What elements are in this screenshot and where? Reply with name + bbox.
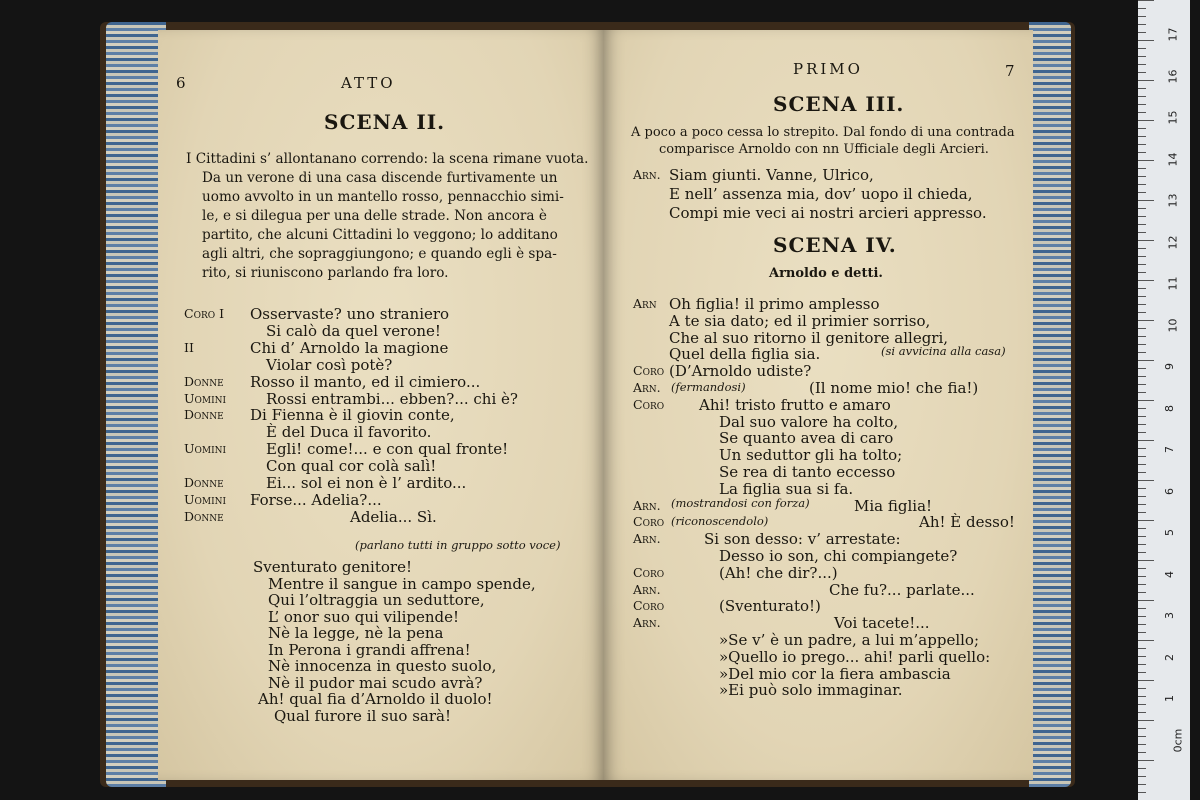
verse-line: Ah! È desso! bbox=[919, 513, 1015, 532]
ruler-tick bbox=[1138, 168, 1146, 169]
speaker-label: Donne bbox=[184, 407, 224, 423]
scene-title-iv: SCENA IV. bbox=[773, 233, 897, 257]
chorus-line: Ah! qual fia d’Arnoldo il duolo! bbox=[258, 690, 493, 708]
ruler-tick bbox=[1138, 456, 1146, 457]
ruler-tick bbox=[1138, 56, 1146, 57]
right-page bbox=[603, 30, 1033, 780]
ruler-tick bbox=[1138, 360, 1154, 361]
stage-direction-line: comparisce Arnoldo con nn Ufficiale degli Arcieri. bbox=[659, 142, 989, 157]
right-page-edges bbox=[1029, 22, 1071, 787]
ruler-tick bbox=[1138, 8, 1146, 9]
verse-line: (Ah! che dir?...) bbox=[719, 563, 838, 582]
ruler-number: 15 bbox=[1166, 110, 1180, 125]
ruler-tick bbox=[1138, 128, 1146, 129]
verse-line: »Ei può solo immaginar. bbox=[719, 681, 903, 700]
ruler-tick bbox=[1138, 104, 1146, 105]
page-number: 6 bbox=[176, 74, 186, 92]
ruler-tick bbox=[1138, 472, 1146, 473]
scene-title-iii: SCENA III. bbox=[773, 92, 905, 116]
ruler-tick bbox=[1138, 608, 1146, 609]
ruler-tick bbox=[1138, 216, 1146, 217]
speaker-label: Uomini bbox=[184, 441, 227, 457]
ruler-tick bbox=[1138, 768, 1146, 769]
left-page bbox=[158, 30, 604, 780]
direction-forceful: (mostrandosi con forza) bbox=[671, 496, 810, 510]
verse-line: Rosso il manto, ed il cimiero... bbox=[250, 372, 481, 391]
ruler-tick bbox=[1138, 88, 1146, 89]
ruler-tick bbox=[1138, 728, 1146, 729]
ruler-tick bbox=[1138, 664, 1146, 665]
speaker-label: Coro bbox=[633, 514, 665, 530]
ruler-number: 17 bbox=[1166, 27, 1180, 42]
ruler-tick bbox=[1138, 320, 1154, 321]
ruler-tick bbox=[1138, 256, 1146, 257]
ruler-tick bbox=[1138, 328, 1146, 329]
ruler-tick bbox=[1138, 624, 1146, 625]
verse-line: Violar così potè? bbox=[266, 355, 393, 374]
ruler-tick bbox=[1138, 448, 1146, 449]
stage-direction-line: partito, che alcuni Cittadini lo veggono; lo additano bbox=[202, 227, 558, 243]
ruler-number: 10 bbox=[1166, 318, 1180, 332]
ruler-tick bbox=[1138, 80, 1154, 81]
verse-line: La figlia sua si fa. bbox=[719, 479, 854, 498]
ruler-tick bbox=[1138, 440, 1154, 441]
verse-line: Quel della figlia sia. bbox=[669, 345, 821, 364]
chorus-line: Nè la legge, nè la pena bbox=[268, 624, 444, 642]
ruler-tick bbox=[1138, 704, 1146, 705]
ruler-number: 3 bbox=[1163, 612, 1176, 619]
verse-line: Mia figlia! bbox=[854, 496, 933, 515]
ruler-tick bbox=[1138, 136, 1146, 137]
speaker-label: Coro bbox=[633, 598, 665, 614]
ruler-tick bbox=[1138, 792, 1146, 793]
ruler-number: 7 bbox=[1163, 446, 1176, 453]
ruler-tick bbox=[1138, 352, 1146, 353]
stage-direction-line: rito, si riuniscono parlando fra loro. bbox=[202, 265, 449, 281]
ruler-number: 6 bbox=[1163, 487, 1176, 495]
ruler-tick bbox=[1138, 712, 1146, 713]
ruler-tick bbox=[1138, 72, 1146, 73]
ruler-tick bbox=[1138, 480, 1154, 481]
stage-direction-line: I Cittadini s’ allontanano correndo: la scena rimane vuota. bbox=[186, 151, 589, 167]
speaker-label: Coro I bbox=[184, 306, 225, 321]
chorus-line: Nè il pudor mai scudo avrà? bbox=[268, 673, 483, 692]
speaker-label: Arn. bbox=[633, 380, 661, 395]
verse-line: Siam giunti. Vanne, Ulrico, bbox=[669, 166, 874, 184]
ruler-tick bbox=[1138, 272, 1146, 273]
verse-line: (D’Arnoldo udiste? bbox=[669, 362, 812, 381]
ruler-tick bbox=[1138, 344, 1146, 345]
speaker-label: Arn. bbox=[633, 615, 661, 631]
stage-direction-line: uomo avvolto in un mantello rosso, pennacchio simi- bbox=[202, 189, 564, 205]
ruler-tick bbox=[1138, 648, 1146, 649]
ruler-tick bbox=[1138, 568, 1146, 569]
ruler-tick bbox=[1138, 296, 1146, 297]
ruler-tick bbox=[1138, 120, 1154, 121]
speaker-label: Coro bbox=[633, 396, 665, 412]
verse-line: Si calò da quel verone! bbox=[266, 321, 441, 340]
ruler-tick bbox=[1138, 144, 1146, 145]
ruler-tick bbox=[1138, 16, 1146, 17]
stage-direction-line: le, e si dilegua per una delle strade. Non ancora è bbox=[202, 208, 547, 224]
ruler-tick bbox=[1138, 680, 1154, 681]
chorus-line: Sventurato genitore! bbox=[253, 558, 412, 576]
ruler-number: 12 bbox=[1166, 235, 1180, 249]
speaker-label: Arn. bbox=[633, 581, 661, 597]
ruler-tick bbox=[1138, 152, 1146, 153]
chorus-line: In Perona i grandi affrena! bbox=[268, 640, 471, 659]
ruler-number: 9 bbox=[1163, 363, 1176, 370]
ruler-tick bbox=[1138, 584, 1146, 585]
verse-line: Osservaste? uno straniero bbox=[250, 305, 450, 323]
ruler-tick bbox=[1138, 640, 1154, 641]
ruler-tick bbox=[1138, 760, 1154, 761]
ruler-tick bbox=[1138, 544, 1146, 545]
verse-line: Chi d’ Arnoldo la magione bbox=[250, 338, 449, 357]
verse-line: (Sventurato!) bbox=[719, 597, 821, 616]
ruler-tick bbox=[1138, 200, 1154, 201]
speaker-label: Uomini bbox=[184, 491, 227, 507]
ruler-tick bbox=[1138, 384, 1146, 385]
ruler-number: 13 bbox=[1166, 193, 1180, 208]
ruler-tick bbox=[1138, 224, 1146, 225]
verse-line: Con qual cor colà salì! bbox=[266, 457, 437, 476]
ruler-tick bbox=[1138, 528, 1146, 529]
ruler-tick bbox=[1138, 280, 1154, 281]
verse-line: Forse... Adelia?... bbox=[250, 490, 382, 509]
ruler-tick bbox=[1138, 696, 1146, 697]
chorus-line: Qui l’oltraggia un seduttore, bbox=[268, 591, 485, 609]
ruler-tick bbox=[1138, 736, 1146, 737]
ruler-tick bbox=[1138, 368, 1146, 369]
ruler-tick bbox=[1138, 232, 1146, 233]
stage-aside: (parlano tutti in gruppo sotto voce) bbox=[355, 538, 561, 552]
verse-line: Egli! come!... e con qual fronte! bbox=[266, 440, 509, 459]
ruler-tick bbox=[1138, 496, 1146, 497]
verse-line: »Quello io prego... ahi! parli quello: bbox=[719, 647, 991, 666]
speaker-label: Donne bbox=[184, 475, 224, 490]
ruler-tick bbox=[1138, 248, 1146, 249]
verse-line: Ahi! tristo frutto e amaro bbox=[699, 395, 891, 414]
speaker-label: Donne bbox=[184, 373, 224, 389]
ruler-number: 11 bbox=[1166, 276, 1180, 291]
ruler-tick bbox=[1138, 312, 1146, 313]
ruler-number: 8 bbox=[1163, 404, 1176, 412]
ruler-tick bbox=[1138, 632, 1146, 633]
chorus-line: Nè innocenza in questo suolo, bbox=[268, 657, 497, 675]
direction-recognizing: (riconoscendolo) bbox=[671, 514, 769, 528]
ruler-tick bbox=[1138, 424, 1146, 425]
ruler-tick bbox=[1138, 552, 1146, 553]
verse-line: »Del mio cor la fiera ambascia bbox=[719, 664, 951, 683]
verse-line: Oh figlia! il primo amplesso bbox=[669, 295, 880, 313]
ruler-tick bbox=[1138, 24, 1146, 25]
ruler-tick bbox=[1138, 504, 1146, 505]
ruler-tick bbox=[1138, 416, 1146, 417]
scene4-cast: Arnoldo e detti. bbox=[769, 266, 883, 281]
speaker-label: Arn bbox=[633, 296, 657, 311]
ruler-tick bbox=[1138, 0, 1154, 1]
ruler-tick bbox=[1138, 336, 1146, 337]
ruler-tick bbox=[1138, 520, 1154, 521]
ruler-tick bbox=[1138, 744, 1146, 745]
ruler-tick bbox=[1138, 616, 1146, 617]
verse-line: Si son desso: v’ arrestate: bbox=[704, 530, 901, 549]
verse-line: »Se v’ è un padre, a lui m’appello; bbox=[719, 631, 980, 649]
ruler-tick bbox=[1138, 560, 1154, 561]
verse-line: (Il nome mio! che fia!) bbox=[809, 379, 979, 397]
ruler-tick bbox=[1138, 600, 1154, 601]
open-book bbox=[100, 22, 1075, 787]
verse-line: Voi tacete!... bbox=[834, 614, 930, 633]
ruler-number: 2 bbox=[1163, 653, 1176, 661]
ruler-tick bbox=[1138, 176, 1146, 177]
ruler-number: 0cm bbox=[1171, 728, 1185, 752]
ruler-tick bbox=[1138, 488, 1146, 489]
ruler-number: 4 bbox=[1163, 570, 1176, 578]
verse-line: Che fu?... parlate... bbox=[829, 580, 975, 599]
ruler-tick bbox=[1138, 752, 1146, 753]
chorus-line: L’ onor suo qui vilipende! bbox=[268, 607, 460, 626]
ruler-tick bbox=[1138, 264, 1146, 265]
ruler-tick bbox=[1138, 160, 1154, 161]
ruler-tick bbox=[1138, 408, 1146, 409]
chorus-line: Qual furore il suo sarà! bbox=[274, 706, 451, 725]
stage-direction-line: A poco a poco cessa lo strepito. Dal fondo di una contrada bbox=[631, 125, 1015, 140]
ruler-tick bbox=[1138, 288, 1146, 289]
verse-line: E nell’ assenza mia, dov’ uopo il chieda, bbox=[669, 185, 973, 203]
verse-line: Dal suo valore ha colto, bbox=[719, 412, 899, 431]
verse-line: Desso io son, chi compiangete? bbox=[719, 547, 958, 565]
stage-direction-line: Da un verone di una casa discende furtivamente un bbox=[202, 170, 558, 186]
ruler-tick bbox=[1138, 656, 1146, 657]
verse-line: Di Fienna è il giovin conte, bbox=[250, 406, 455, 425]
stage-direction-line: agli altri, che sopraggiungono; e quando egli è spa- bbox=[202, 246, 557, 262]
ruler-tick bbox=[1138, 432, 1146, 433]
ruler-tick bbox=[1138, 400, 1154, 401]
direction-stopping: (fermandosi) bbox=[671, 380, 746, 394]
verse-line: Se quanto avea di caro bbox=[719, 429, 894, 448]
ruler-tick bbox=[1138, 96, 1146, 97]
verse-line: Adelia... Sì. bbox=[350, 507, 437, 526]
speaker-label: II bbox=[184, 339, 194, 355]
verse-line: Se rea di tanto eccesso bbox=[719, 463, 896, 481]
speaker-label: Coro bbox=[633, 363, 665, 379]
ruler-tick bbox=[1138, 48, 1146, 49]
ruler-tick bbox=[1138, 688, 1146, 689]
ruler-tick bbox=[1138, 376, 1146, 377]
speaker-label: Coro bbox=[633, 564, 665, 580]
speaker-label: Arn. bbox=[633, 531, 661, 547]
ruler-tick bbox=[1138, 592, 1146, 593]
left-page-edges bbox=[106, 22, 166, 787]
ruler-tick bbox=[1138, 32, 1146, 33]
ruler-tick bbox=[1138, 304, 1146, 305]
ruler-tick bbox=[1138, 672, 1146, 673]
ruler-tick bbox=[1138, 576, 1146, 577]
ruler-tick bbox=[1138, 512, 1146, 513]
ruler-tick bbox=[1138, 720, 1154, 721]
speaker-label: Donne bbox=[184, 508, 224, 524]
verse-line: Che al suo ritorno il genitore allegri, bbox=[669, 328, 949, 347]
ruler-tick bbox=[1138, 40, 1154, 41]
ruler-tick bbox=[1138, 184, 1146, 185]
ruler-number: 16 bbox=[1166, 69, 1180, 83]
speaker-label: Arn. bbox=[633, 497, 661, 513]
ruler-tick bbox=[1138, 192, 1146, 193]
speaker-label: Arn. bbox=[633, 167, 661, 182]
ruler-tick bbox=[1138, 112, 1146, 113]
verse-line: È del Duca il favorito. bbox=[266, 423, 432, 442]
ruler-number: 5 bbox=[1163, 529, 1176, 536]
ruler-tick bbox=[1138, 536, 1146, 537]
verse-line: Compi mie veci ai nostri arcieri appresso. bbox=[669, 204, 987, 222]
speaker-label: Uomini bbox=[184, 390, 227, 406]
scene-title: SCENA II. bbox=[324, 110, 446, 134]
ruler-tick bbox=[1138, 240, 1154, 241]
page-number: 7 bbox=[1005, 62, 1015, 80]
ruler-number: 14 bbox=[1166, 152, 1180, 166]
verse-line: A te sia dato; ed il primier sorriso, bbox=[669, 311, 931, 330]
running-head: PRIMO bbox=[793, 60, 863, 78]
direction-approaches-house: (si avvicina alla casa) bbox=[881, 344, 1006, 358]
ruler-tick bbox=[1138, 776, 1146, 777]
ruler-tick bbox=[1138, 64, 1146, 65]
ruler-number: 1 bbox=[1163, 695, 1176, 702]
ruler-tick bbox=[1138, 208, 1146, 209]
ruler-tick bbox=[1138, 464, 1146, 465]
ruler-tick bbox=[1138, 784, 1146, 785]
verse-line: Un seduttor gli ha tolto; bbox=[719, 446, 903, 465]
chorus-line: Mentre il sangue in campo spende, bbox=[268, 574, 536, 593]
ruler-tick bbox=[1138, 392, 1146, 393]
running-head: ATTO bbox=[341, 74, 396, 92]
verse-line: Ei... sol ei non è l’ ardito... bbox=[266, 474, 467, 492]
verse-line: Rossi entrambi... ebben?... chi è? bbox=[266, 389, 518, 408]
measuring-ruler bbox=[1138, 0, 1190, 800]
